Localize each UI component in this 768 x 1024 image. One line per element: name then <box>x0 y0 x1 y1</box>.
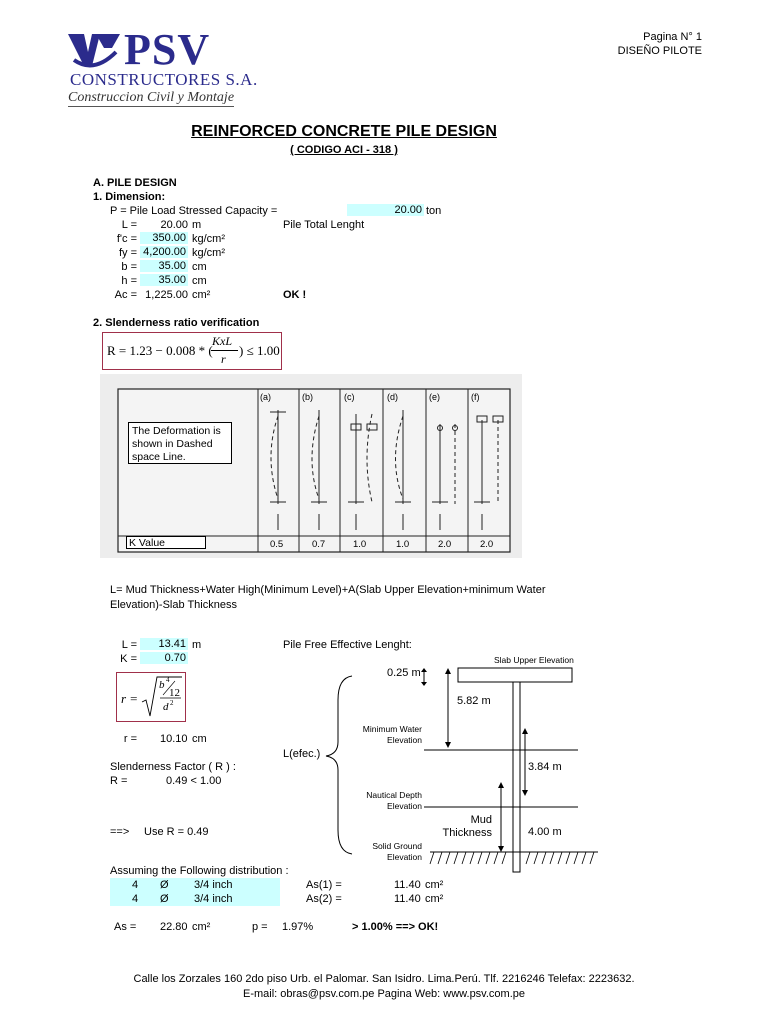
bar-2-size: 3/4 inch <box>194 893 233 905</box>
fc-value: 350.00 <box>140 232 188 244</box>
l-value: 20.00 <box>160 219 188 231</box>
bar-1-size: 3/4 inch <box>194 879 233 891</box>
bar-2-as-value: 11.40 <box>394 893 421 905</box>
l-label: L = <box>121 219 137 231</box>
r-formula-bar <box>211 350 238 351</box>
ac-label: Ac = <box>114 289 137 301</box>
dim-3-84: 3.84 m <box>528 761 562 773</box>
bar-1-count: 4 <box>132 879 139 891</box>
k-value-b: 0.7 <box>312 539 326 550</box>
sf-title: Slenderness Factor ( R ) : <box>110 761 236 773</box>
dim-5-82: 5.82 m <box>457 695 491 707</box>
r-radius-formula <box>116 672 186 722</box>
as-value: 22.80 <box>160 921 188 933</box>
use-r: Use R = 0.49 <box>144 826 209 838</box>
logo-mark-icon <box>66 30 122 72</box>
dim-4-00: 4.00 m <box>528 826 562 838</box>
logo-name: PSV <box>124 25 211 74</box>
case-f-label: (f) <box>471 392 480 402</box>
logo-company: CONSTRUCTORES S.A. <box>70 70 258 89</box>
bar-1-as-label: As(1) = <box>306 879 342 891</box>
ac-value: 1,225.00 <box>145 289 188 301</box>
min-water-label: Minimum Water Elevation <box>362 724 422 745</box>
p-value: 20.00 <box>347 204 424 216</box>
calc-r-label: r = <box>123 733 137 745</box>
calc-k-label: K = <box>120 653 137 665</box>
r-formula-den: r <box>221 352 226 366</box>
footer-address: Calle los Zorzales 160 2do piso Urb. el Palomar. San Isidro. Lima.Perú. Tlf. 2216246 Telefax: 2223632. <box>133 973 635 985</box>
section-a-heading: A. PILE DESIGN <box>93 177 177 189</box>
calc-k-value: 0.70 <box>140 652 188 664</box>
footer-contact: E-mail: obras@psv.com.pe Pagina Web: www.psv.com.pe <box>243 988 525 1000</box>
page-subtitle: ( CODIGO ACI - 318 ) <box>290 144 398 156</box>
fc-label: f'c = <box>116 233 137 245</box>
fy-unit: kg/cm² <box>192 247 225 259</box>
case-d-label: (d) <box>387 392 398 402</box>
r-formula-num: KxL <box>212 334 233 348</box>
r-radius-b: b <box>159 679 165 691</box>
ac-unit: cm² <box>192 289 211 301</box>
calc-r-unit: cm <box>192 733 207 745</box>
k-value-label: K Value <box>126 536 206 549</box>
k-value-f: 2.0 <box>480 539 494 550</box>
l-efec-label: L(efec.) <box>283 748 321 760</box>
p-ratio-value: 1.97% <box>282 921 314 933</box>
h-unit: cm <box>192 275 207 287</box>
k-value-a: 0.5 <box>270 539 284 550</box>
case-a-label: (a) <box>260 392 271 402</box>
k-value-d: 1.0 <box>396 539 410 550</box>
r-radius-d: d <box>163 701 169 713</box>
r-radius-twelve: 12 <box>169 687 180 699</box>
as-unit: cm² <box>192 921 211 933</box>
case-c-label: (c) <box>344 392 355 402</box>
b-unit: cm <box>192 261 207 273</box>
r-radius-d-exp: 2 <box>170 699 174 707</box>
use-arrow: ==> <box>110 826 130 838</box>
b-label: b = <box>121 261 137 273</box>
section-1-heading: 1. Dimension: <box>93 191 166 203</box>
fy-value: 4,200.00 <box>140 246 188 258</box>
as-label: As = <box>114 921 137 933</box>
dim-0-25: 0.25 m <box>387 667 421 679</box>
bar-2-as-unit: cm² <box>425 893 444 905</box>
r-radius-b-exp: 4 <box>166 676 170 684</box>
h-value: 35.00 <box>140 274 188 286</box>
fc-unit: kg/cm² <box>192 233 225 245</box>
r-radius-lhs: r = <box>121 691 139 706</box>
bar-2-count: 4 <box>132 893 139 905</box>
section-2-heading: 2. Slenderness ratio verification <box>93 317 260 329</box>
k-value-figure <box>100 374 522 558</box>
sf-value: 0.49 < 1.00 <box>166 775 222 787</box>
calc-l-value: 13.41 <box>140 638 188 650</box>
p-label: P = Pile Load Stressed Capacity = <box>110 205 278 217</box>
doc-label: DISEÑO PILOTE <box>617 45 702 57</box>
l-definition: L= Mud Thickness+Water High(Minimum Level)+A(Slab Upper Elevation+minimum Water Elevation)-Slab Thickness <box>110 584 546 611</box>
r-formula-rhs: ) ≤ 1.00 <box>239 343 280 358</box>
calc-l-unit: m <box>192 639 202 651</box>
case-e-label: (e) <box>429 392 440 402</box>
deformation-note: The Deformation is shown in Dashed space Line. <box>128 422 232 464</box>
mud-label: Mud Thickness <box>442 814 492 839</box>
bar-1-as-unit: cm² <box>425 879 444 891</box>
dist-title: Assuming the Following distribution : <box>110 865 289 877</box>
k-value-c: 1.0 <box>353 539 367 550</box>
h-label: h = <box>121 275 137 287</box>
p-ratio-check: > 1.00% ==> OK! <box>352 921 439 933</box>
bar-1-symbol: Ø <box>160 879 169 891</box>
ac-check: OK ! <box>283 289 307 301</box>
b-value: 35.00 <box>140 260 188 272</box>
page-number: Pagina N° 1 <box>643 31 702 43</box>
bar-2-as-label: As(2) = <box>306 893 342 905</box>
calc-r-value: 10.10 <box>160 733 188 745</box>
bar-1-as-value: 11.40 <box>394 879 421 891</box>
l-unit: m <box>192 219 202 231</box>
fy-label: fy = <box>118 247 137 259</box>
calc-l-label: L = <box>121 639 137 651</box>
p-unit: ton <box>426 205 442 217</box>
r-formula <box>102 332 282 370</box>
l-desc: Pile Total Lenght <box>283 219 365 231</box>
k-value-e: 2.0 <box>438 539 452 550</box>
solid-ground-label: Solid Ground Elevation <box>372 841 422 862</box>
slab-label: Slab Upper Elevation <box>494 655 574 665</box>
bar-2-symbol: Ø <box>160 893 169 905</box>
nautical-label: Nautical Depth Elevation <box>366 790 422 811</box>
p-ratio-label: p = <box>252 921 268 933</box>
logo-tagline: Construccion Civil y Montaje <box>68 90 235 105</box>
diagram-title: Pile Free Effective Lenght: <box>283 639 412 651</box>
page-title: REINFORCED CONCRETE PILE DESIGN <box>191 123 497 140</box>
r-formula-lhs: R = 1.23 − 0.008 * ( <box>107 343 213 358</box>
sf-label: R = <box>110 775 128 787</box>
case-b-label: (b) <box>302 392 313 402</box>
